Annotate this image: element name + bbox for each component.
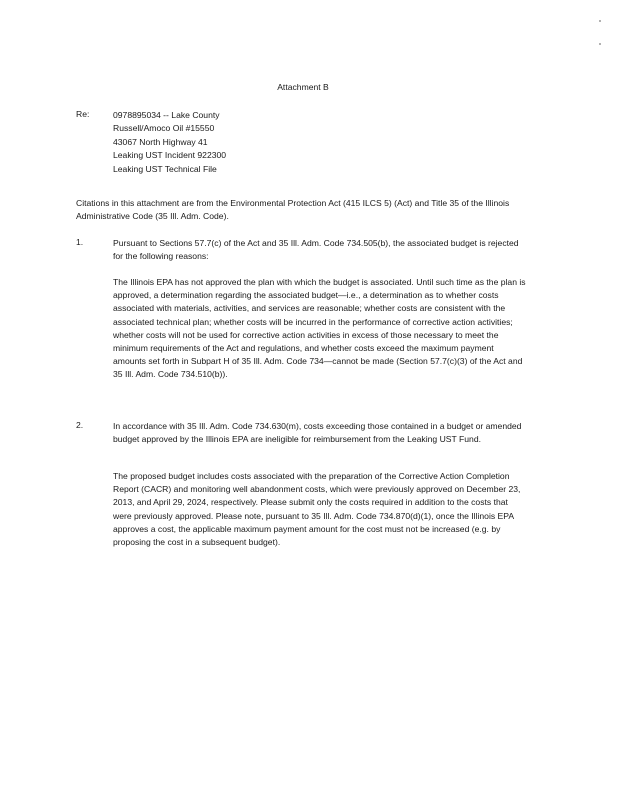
re-line-site-name: Russell/Amoco Oil #15550 — [113, 123, 215, 134]
item-number: 1. — [76, 237, 84, 247]
re-label: Re: — [76, 109, 90, 119]
intro-paragraph: Citations in this attachment are from the Environmental Protection Act (415 ILCS 5) (Act) and Title 35 of the Illinois Administrative Code (35 Ill. Adm. Code). — [76, 198, 510, 222]
re-line-address: 43067 North Highway 41 — [113, 136, 208, 147]
scan-speck — [599, 43, 601, 45]
item-paragraph: The Illinois EPA has not approved the plan with which the budget is associated. Until such time as the plan is approved, a determination regarding the associated budget—i.e., a determination as to whether costs associated with materials, activities, and services are reasonable; whether costs are consistent with the associated technical plan; whether costs will be incurred in the performance of corrective action activities; whether costs will not be used for corrective action activities in excess of those necessary to meet the minimum requirements of the Act and regulations, and whether costs exceed the maximum payment amounts set forth in Subpart H of 35 Ill. Adm. Code 734—cannot be made (Section 57.7(c)(3) of the Act and 35 Ill. Adm. Code 734.510(b)). — [113, 277, 526, 380]
attachment-title: Attachment B — [277, 82, 329, 92]
item-number: 2. — [76, 420, 84, 430]
scan-speck — [599, 20, 601, 22]
item-paragraph: In accordance with 35 Ill. Adm. Code 734.630(m), costs exceeding those contained in a budget or amended budget approved by the Illinois EPA are ineligible for reimbursement from the Leaking UST Fund. — [113, 421, 522, 445]
re-block — [113, 109, 226, 176]
re-line-incident-number: Leaking UST Incident 922300 — [113, 150, 227, 161]
re-line-incident-id: 0978895034 -- Lake County — [113, 110, 220, 120]
re-line-file-type: Leaking UST Technical File — [113, 163, 217, 174]
item-paragraph: The proposed budget includes costs associated with the preparation of the Corrective Action Completion Report (CACR) and monitoring well abandonment costs, which were previously approved on December 23, 2013, and April 29, 2024, respectively. Please submit only the costs required in addition to the costs that were previously approved. Please note, pursuant to 35 Ill. Adm. Code 734.870(d)(1), once the Illinois EPA approves a cost, the applicable maximum payment amount for the cost must not be increased (e.g. by proposing the cost in a subsequent budget). — [113, 471, 521, 548]
item-paragraph: Pursuant to Sections 57.7(c) of the Act and 35 Ill. Adm. Code 734.505(b), the associated budget is rejected for the following reasons: — [113, 238, 519, 262]
